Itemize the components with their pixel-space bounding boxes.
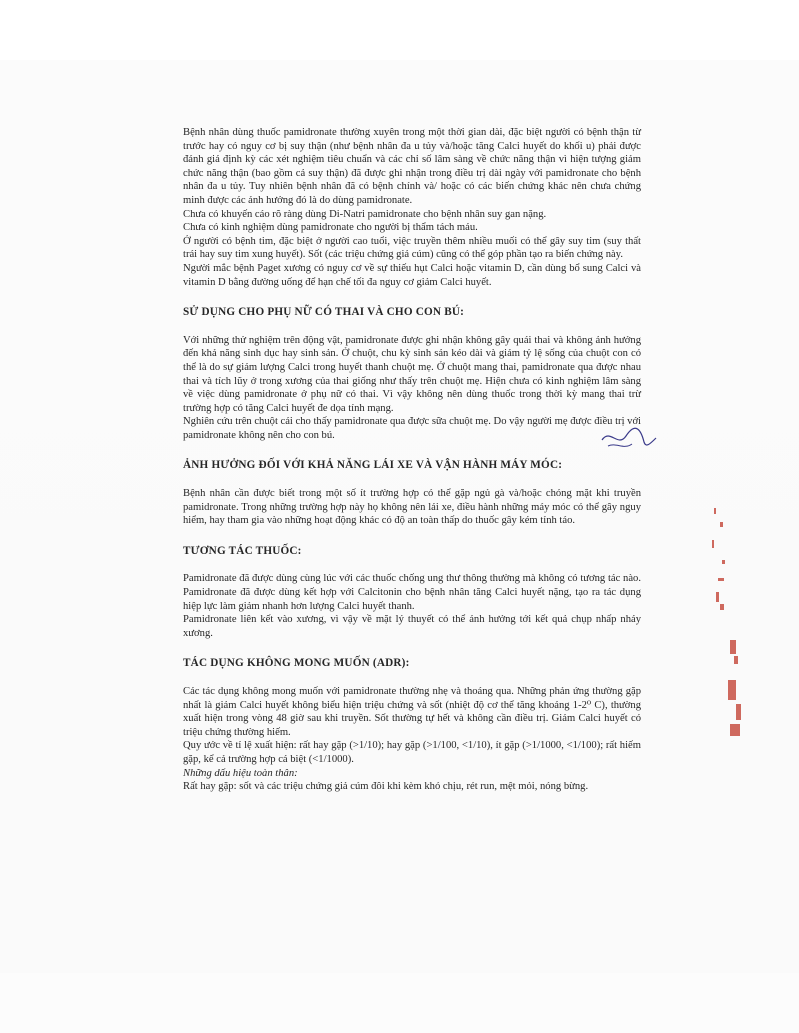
intro-paragraph-2: Chưa có khuyến cáo rõ ràng dùng Di-Natri pamidronate cho bệnh nhân suy gan nặng. xyxy=(183,208,547,220)
red-stamp-fragment xyxy=(700,500,760,750)
section-heading-driving: ẢNH HƯỞNG ĐỐI VỚI KHẢ NĂNG LÁI XE VÀ VẬN HÀNH MÁY MÓC: xyxy=(183,459,563,472)
intro-paragraph-1: Bệnh nhân dùng thuốc pamidronate thường xuyên trong một thời gian dài, đặc biệt người có bệnh thận từ trước hay có nguy cơ bị suy thận (như bệnh nhân đa u tủy và/hoặc tăng Calci huyết do khối u) phải được đánh giá định kỳ các xét nghiệm tiêu chuẩn và các chỉ số lâm sàng về chức năng thận vì hiện tượng giảm chức năng thận (bao gồm cả suy thận) đã được ghi nhận trong điều trị dài ngày với pamidronate cho bệnh nhân đa u tủy. Tuy nhiên bệnh nhân đã có bệnh chính và/ hoặc có các biến chứng khác nên chưa chứng minh được các ảnh hưởng đó là do dùng pamidronate. xyxy=(183,127,641,206)
intro-paragraph-3: Chưa có kinh nghiệm dùng pamidronate cho người bị thẩm tách máu. xyxy=(183,222,478,234)
adr-paragraph-1: Các tác dụng không mong muốn với pamidronate thường nhẹ và thoáng qua. Những phản ứng thường gặp nhất là giảm Calci huyết không biểu hiện triệu chứng và sốt (nhiệt độ cơ thể tăng khoảng 1-2⁰ C), thường xuất hiện trong vòng 48 giờ sau khi truyền. Sốt thường tự hết và không cần điều trị. Giảm Calci huyết có triệu chứng thường hiếm. xyxy=(183,686,641,738)
interactions-paragraph-1: Pamidronate đã được dùng cùng lúc với các thuốc chống ung thư thông thường mà không có tương tác nào. Pamidronate đã được dùng kết hợp với Calcitonin cho bệnh nhân tăng Calci huyết nặng, tạo ra tác dụng hiệp lực làm giảm nhanh hơn lượng Calci huyết thanh. xyxy=(183,573,641,612)
pregnancy-paragraph-1: Với những thử nghiệm trên động vật, pamidronate được ghi nhận không gây quái thai và không ảnh hưởng đến khả năng sinh dục hay sinh sản. Ở chuột, chu kỳ sinh sản kéo dài và giảm tỷ lệ sống của chuột con có thể là do sự giảm lượng Calci trong huyết thanh chuột mẹ. Ở chuột mang thai, pamidronate qua được nhau thai và tích lũy ở trong xương của thai giống như thấy trên chuột mẹ. Hiện chưa có kinh nghiệm lâm sàng về việc dùng pamidronate ở phụ nữ có thai. Vì vậy không nên dùng thuốc trong thời kỳ mang thai trừ trường hợp có tăng Calci huyết đe dọa tính mạng. xyxy=(183,334,641,414)
section-heading-pregnancy: SỬ DỤNG CHO PHỤ NỮ CÓ THAI VÀ CHO CON BÚ: xyxy=(183,306,465,319)
section-heading-interactions: TƯƠNG TÁC THUỐC: xyxy=(183,544,302,557)
adr-paragraph-2: Quy ước về tỉ lệ xuất hiện: rất hay gặp (>1/10); hay gặp (>1/100, <1/10), ít gặp (>1/1000, <1/100); rất hiếm gặp, kể cả trường hợp cá biệt (<1/1000). xyxy=(183,740,641,765)
document-body xyxy=(183,126,641,794)
intro-paragraph-4: Ở người có bệnh tim, đặc biệt ở người cao tuổi, việc truyền thêm nhiều muối có thể gây suy tim (suy thất trái hay suy tim xung huyết). Sốt (các triệu chứng giả cúm) cũng có thể góp phần tạo ra biến chứng này. xyxy=(183,235,641,261)
section-heading-adr: TÁC DỤNG KHÔNG MONG MUỐN (ADR): xyxy=(183,657,410,670)
adr-paragraph-3: Rất hay gặp: sốt và các triệu chứng giả cúm đôi khi kèm khó chịu, rét run, mệt mỏi, nóng bừng. xyxy=(183,781,589,793)
signature-mark xyxy=(598,418,658,458)
intro-paragraph-5: Người mắc bệnh Paget xương có nguy cơ về sự thiếu hụt Calci hoặc vitamin D, cần dùng bổ sung Calci và vitamin D bằng đường uống để hạn chế tối đa nguy cơ giảm Calci huyết. xyxy=(183,262,641,288)
interactions-paragraph-2: Pamidronate liên kết vào xương, vì vậy về mặt lý thuyết có thể ảnh hưởng tới kết quả chụp nhấp nháy xương. xyxy=(183,614,641,639)
adr-subheading: Những dấu hiệu toàn thân: xyxy=(183,767,298,779)
driving-paragraph-1: Bệnh nhân cần được biết trong một số ít trường hợp có thể gặp ngủ gà và/hoặc chóng mặt khi truyền pamidronate. Trong những trường hợp này họ không nên lái xe, điều hành những máy móc có thể gây nguy hiểm, hay tham gia vào những hoạt động khác có độ an toàn thấp do thuốc gây kém tỉnh táo. xyxy=(183,488,641,527)
pregnancy-paragraph-2: Nghiên cứu trên chuột cái cho thấy pamidronate qua được sữa chuột mẹ. Do vậy người mẹ được điều trị với pamidronate không nên cho con bú. xyxy=(183,416,641,441)
